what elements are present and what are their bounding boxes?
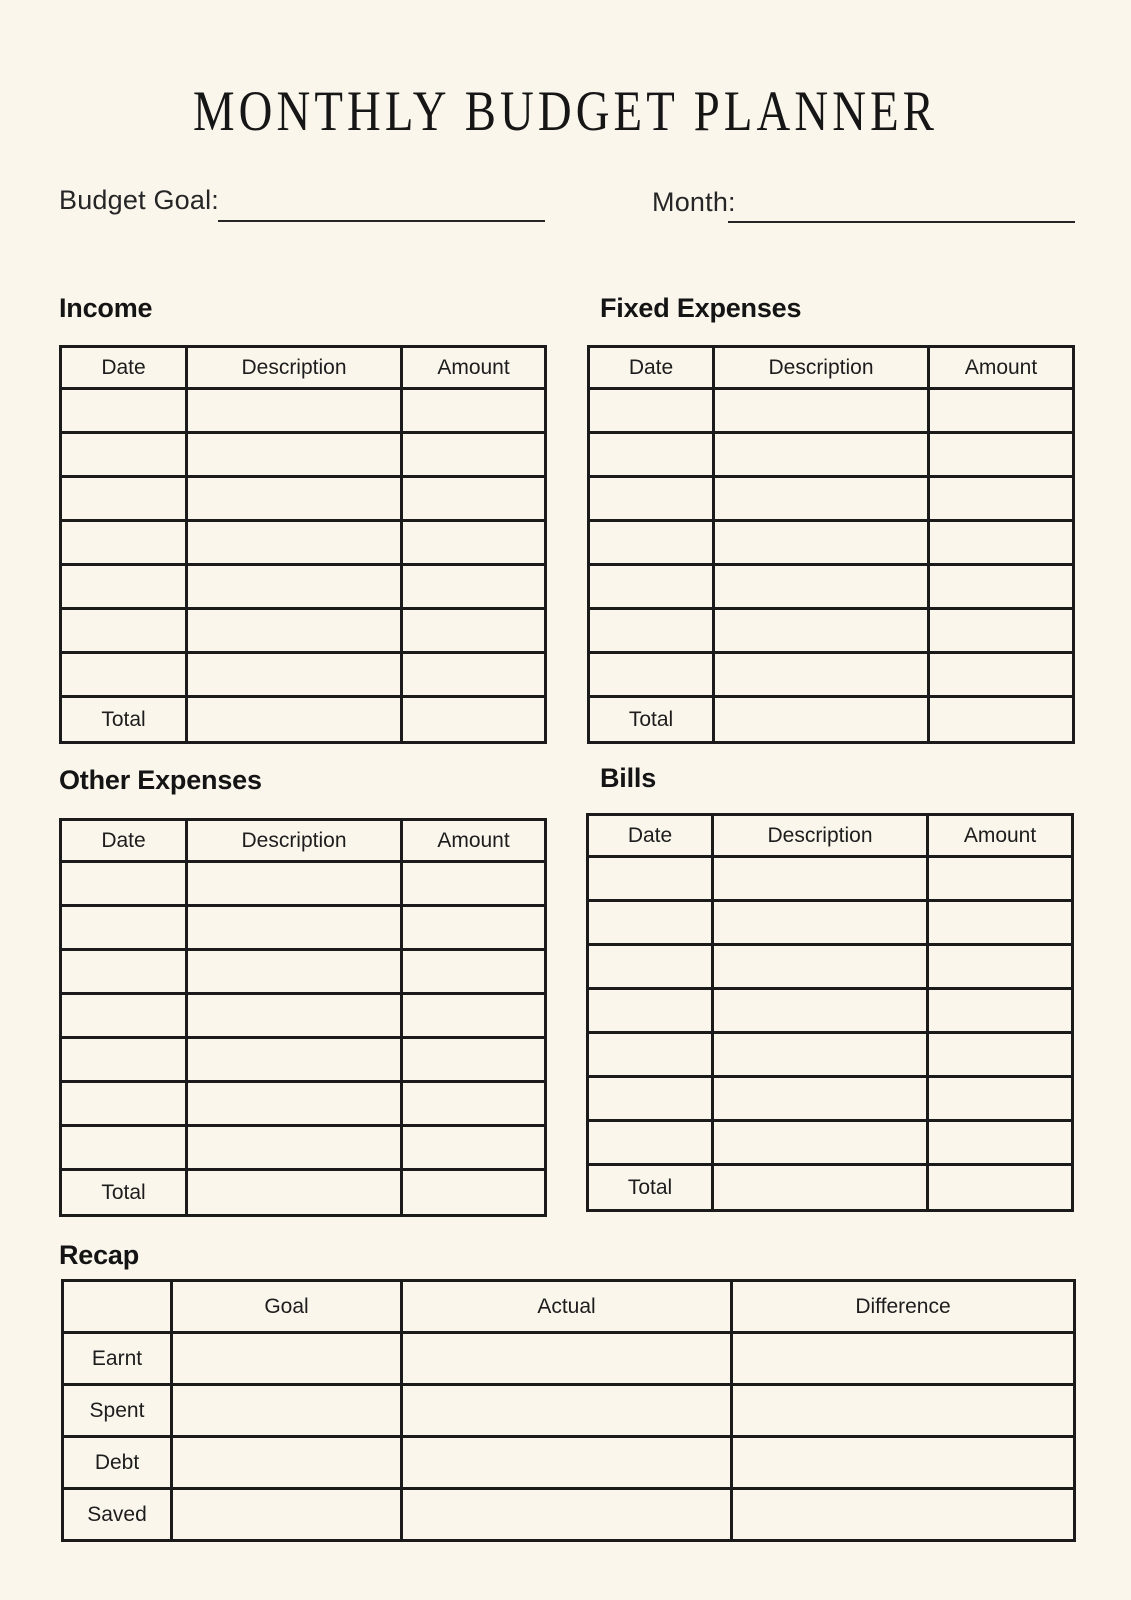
recap-actual-cell[interactable] — [402, 1333, 732, 1385]
other_expenses-empty-cell[interactable] — [187, 1126, 402, 1170]
other_expenses-empty-cell[interactable] — [61, 1082, 187, 1126]
income-empty-cell[interactable] — [61, 433, 187, 477]
bills-total-row — [588, 1165, 1073, 1211]
bills-empty-cell[interactable] — [588, 1077, 713, 1121]
fixed_expenses-empty-cell[interactable] — [714, 653, 929, 697]
recap-row-label: Spent — [63, 1385, 172, 1437]
income-empty-cell[interactable] — [61, 609, 187, 653]
other_expenses-empty-cell[interactable] — [61, 1038, 187, 1082]
bills-row — [588, 901, 1073, 945]
budget-goal-input-line[interactable] — [218, 220, 545, 222]
income-heading: Income — [59, 293, 153, 323]
fixed_expenses-row — [589, 433, 1074, 477]
other_expenses-row — [61, 1038, 546, 1082]
income-total-label: Total — [61, 697, 187, 743]
income-row — [61, 609, 546, 653]
bills-empty-cell[interactable] — [928, 1033, 1073, 1077]
bills-header-row — [588, 815, 1073, 857]
fixed_expenses-empty-cell[interactable] — [714, 389, 929, 433]
income-row — [61, 521, 546, 565]
fixed_expenses-empty-cell[interactable] — [589, 389, 714, 433]
bills-empty-cell[interactable] — [713, 1077, 928, 1121]
other-expenses-heading: Other Expenses — [59, 765, 262, 795]
fixed_expenses-empty-cell[interactable] — [929, 433, 1074, 477]
fixed_expenses-row — [589, 477, 1074, 521]
fixed_expenses-empty-cell[interactable] — [929, 609, 1074, 653]
fixed_expenses-empty-cell[interactable] — [714, 477, 929, 521]
income-column-header: Amount — [402, 347, 546, 389]
bills-row — [588, 857, 1073, 901]
recap-difference-cell[interactable] — [732, 1489, 1075, 1541]
bills-empty-cell[interactable] — [588, 901, 713, 945]
bills-empty-cell[interactable] — [713, 1033, 928, 1077]
bills-empty-cell[interactable] — [928, 1121, 1073, 1165]
recap-goal-cell[interactable] — [172, 1333, 402, 1385]
bills-empty-cell[interactable] — [928, 945, 1073, 989]
income-empty-cell[interactable] — [402, 565, 546, 609]
income-empty-cell[interactable] — [187, 653, 402, 697]
other_expenses-column-header: Date — [61, 820, 187, 862]
other_expenses-empty-cell[interactable] — [187, 994, 402, 1038]
income-row — [61, 389, 546, 433]
other_expenses-empty-cell[interactable] — [402, 994, 546, 1038]
other_expenses-total-amount-cell[interactable] — [402, 1170, 546, 1216]
fixed_expenses-column-header: Amount — [929, 347, 1074, 389]
other_expenses-empty-cell[interactable] — [187, 1082, 402, 1126]
bills-row — [588, 1077, 1073, 1121]
income-empty-cell[interactable] — [61, 521, 187, 565]
recap-row-label: Earnt — [63, 1333, 172, 1385]
fixed_expenses-empty-cell[interactable] — [929, 477, 1074, 521]
fixed_expenses-total-label: Total — [589, 697, 714, 743]
income-empty-cell[interactable] — [61, 477, 187, 521]
other_expenses-column-header: Description — [187, 820, 402, 862]
income-empty-cell[interactable] — [187, 521, 402, 565]
income-empty-cell[interactable] — [402, 609, 546, 653]
income-row — [61, 477, 546, 521]
bills-empty-cell[interactable] — [713, 1121, 928, 1165]
recap-column-header: Actual — [402, 1281, 732, 1333]
fixed_expenses-row — [589, 565, 1074, 609]
bills-empty-cell[interactable] — [588, 1033, 713, 1077]
income-column-header: Date — [61, 347, 187, 389]
bills-empty-cell[interactable] — [713, 901, 928, 945]
recap-actual-cell[interactable] — [402, 1385, 732, 1437]
fixed_expenses-empty-cell[interactable] — [714, 521, 929, 565]
fixed_expenses-empty-cell[interactable] — [714, 565, 929, 609]
fixed_expenses-empty-cell[interactable] — [929, 653, 1074, 697]
other_expenses-empty-cell[interactable] — [187, 862, 402, 906]
month-input-line[interactable] — [728, 221, 1075, 223]
recap-row — [63, 1437, 1075, 1489]
bills-empty-cell[interactable] — [713, 857, 928, 901]
recap-difference-cell[interactable] — [732, 1333, 1075, 1385]
bills-empty-cell[interactable] — [928, 1077, 1073, 1121]
income-header-row — [61, 347, 546, 389]
other_expenses-total-label: Total — [61, 1170, 187, 1216]
fixed_expenses-empty-cell[interactable] — [589, 521, 714, 565]
month-label: Month: — [652, 187, 736, 217]
fixed_expenses-column-header: Description — [714, 347, 929, 389]
other_expenses-empty-cell[interactable] — [402, 906, 546, 950]
bills-total-description-cell[interactable] — [713, 1165, 928, 1211]
other_expenses-empty-cell[interactable] — [61, 1126, 187, 1170]
fixed-expenses-table — [587, 345, 1075, 744]
income-total-amount-cell[interactable] — [402, 697, 546, 743]
other_expenses-row — [61, 1082, 546, 1126]
other_expenses-row — [61, 1126, 546, 1170]
bills-row — [588, 989, 1073, 1033]
other_expenses-row — [61, 862, 546, 906]
income-total-description-cell[interactable] — [187, 697, 402, 743]
income-empty-cell[interactable] — [402, 521, 546, 565]
budget-goal-label: Budget Goal: — [59, 185, 220, 215]
fixed_expenses-column-header: Date — [589, 347, 714, 389]
bills-column-header: Amount — [928, 815, 1073, 857]
recap-goal-cell[interactable] — [172, 1385, 402, 1437]
other_expenses-total-description-cell[interactable] — [187, 1170, 402, 1216]
income-row — [61, 433, 546, 477]
fixed_expenses-total-description-cell[interactable] — [714, 697, 929, 743]
income-column-header: Description — [187, 347, 402, 389]
fixed_expenses-empty-cell[interactable] — [589, 433, 714, 477]
other_expenses-empty-cell[interactable] — [187, 950, 402, 994]
income-empty-cell[interactable] — [187, 609, 402, 653]
fixed_expenses-empty-cell[interactable] — [714, 609, 929, 653]
bills-empty-cell[interactable] — [588, 989, 713, 1033]
recap-row-label: Saved — [63, 1489, 172, 1541]
fixed_expenses-empty-cell[interactable] — [589, 565, 714, 609]
recap-table — [61, 1279, 1076, 1542]
other_expenses-empty-cell[interactable] — [402, 1038, 546, 1082]
other_expenses-empty-cell[interactable] — [61, 950, 187, 994]
bills-empty-cell[interactable] — [588, 945, 713, 989]
other-expenses-table — [59, 818, 547, 1217]
bills-row — [588, 1121, 1073, 1165]
other_expenses-empty-cell[interactable] — [187, 1038, 402, 1082]
recap-row — [63, 1489, 1075, 1541]
income-empty-cell[interactable] — [187, 565, 402, 609]
income-empty-cell[interactable] — [187, 477, 402, 521]
bills-empty-cell[interactable] — [928, 857, 1073, 901]
bills-empty-cell[interactable] — [588, 857, 713, 901]
recap-difference-cell[interactable] — [732, 1385, 1075, 1437]
fixed_expenses-total-amount-cell[interactable] — [929, 697, 1074, 743]
income-empty-cell[interactable] — [187, 433, 402, 477]
income-empty-cell[interactable] — [187, 389, 402, 433]
recap-header-row — [63, 1281, 1075, 1333]
income-table — [59, 345, 547, 744]
income-row — [61, 653, 546, 697]
bills-empty-cell[interactable] — [928, 989, 1073, 1033]
page-title: MONTHLY BUDGET PLANNER — [192, 80, 939, 143]
recap-goal-cell[interactable] — [172, 1437, 402, 1489]
other_expenses-empty-cell[interactable] — [187, 906, 402, 950]
fixed_expenses-row — [589, 653, 1074, 697]
fixed_expenses-row — [589, 389, 1074, 433]
recap-actual-cell[interactable] — [402, 1437, 732, 1489]
fixed_expenses-row — [589, 521, 1074, 565]
income-total-row — [61, 697, 546, 743]
income-empty-cell[interactable] — [402, 653, 546, 697]
fixed_expenses-row — [589, 609, 1074, 653]
other_expenses-column-header: Amount — [402, 820, 546, 862]
recap-goal-cell[interactable] — [172, 1489, 402, 1541]
recap-column-header — [63, 1281, 172, 1333]
recap-difference-cell[interactable] — [732, 1437, 1075, 1489]
fixed_expenses-total-row — [589, 697, 1074, 743]
fixed_expenses-empty-cell[interactable] — [929, 565, 1074, 609]
other_expenses-row — [61, 994, 546, 1038]
fixed_expenses-empty-cell[interactable] — [929, 521, 1074, 565]
other_expenses-empty-cell[interactable] — [402, 862, 546, 906]
recap-row — [63, 1385, 1075, 1437]
income-row — [61, 565, 546, 609]
other_expenses-empty-cell[interactable] — [61, 906, 187, 950]
income-empty-cell[interactable] — [402, 433, 546, 477]
income-empty-cell[interactable] — [61, 653, 187, 697]
other_expenses-empty-cell[interactable] — [402, 1082, 546, 1126]
fixed_expenses-empty-cell[interactable] — [589, 609, 714, 653]
other_expenses-empty-cell[interactable] — [402, 1126, 546, 1170]
recap-actual-cell[interactable] — [402, 1489, 732, 1541]
income-empty-cell[interactable] — [61, 389, 187, 433]
other_expenses-header-row — [61, 820, 546, 862]
income-empty-cell[interactable] — [402, 477, 546, 521]
fixed_expenses-empty-cell[interactable] — [929, 389, 1074, 433]
fixed-expenses-heading: Fixed Expenses — [600, 293, 802, 323]
bills-heading: Bills — [600, 763, 657, 793]
recap-row-label: Debt — [63, 1437, 172, 1489]
other_expenses-row — [61, 950, 546, 994]
bills-total-label: Total — [588, 1165, 713, 1211]
bills-empty-cell[interactable] — [928, 901, 1073, 945]
bills-row — [588, 1033, 1073, 1077]
recap-row — [63, 1333, 1075, 1385]
other_expenses-empty-cell[interactable] — [61, 994, 187, 1038]
bills-row — [588, 945, 1073, 989]
other_expenses-total-row — [61, 1170, 546, 1216]
recap-heading: Recap — [59, 1240, 140, 1270]
bills-empty-cell[interactable] — [713, 945, 928, 989]
fixed_expenses-empty-cell[interactable] — [589, 477, 714, 521]
bills-table — [586, 813, 1074, 1212]
bills-empty-cell[interactable] — [588, 1121, 713, 1165]
bills-column-header: Description — [713, 815, 928, 857]
income-empty-cell[interactable] — [402, 389, 546, 433]
bills-column-header: Date — [588, 815, 713, 857]
other_expenses-empty-cell[interactable] — [61, 862, 187, 906]
bills-total-amount-cell[interactable] — [928, 1165, 1073, 1211]
fixed_expenses-header-row — [589, 347, 1074, 389]
recap-column-header: Difference — [732, 1281, 1075, 1333]
bills-empty-cell[interactable] — [713, 989, 928, 1033]
other_expenses-row — [61, 906, 546, 950]
fixed_expenses-empty-cell[interactable] — [714, 433, 929, 477]
fixed_expenses-empty-cell[interactable] — [589, 653, 714, 697]
income-empty-cell[interactable] — [61, 565, 187, 609]
recap-column-header: Goal — [172, 1281, 402, 1333]
other_expenses-empty-cell[interactable] — [402, 950, 546, 994]
